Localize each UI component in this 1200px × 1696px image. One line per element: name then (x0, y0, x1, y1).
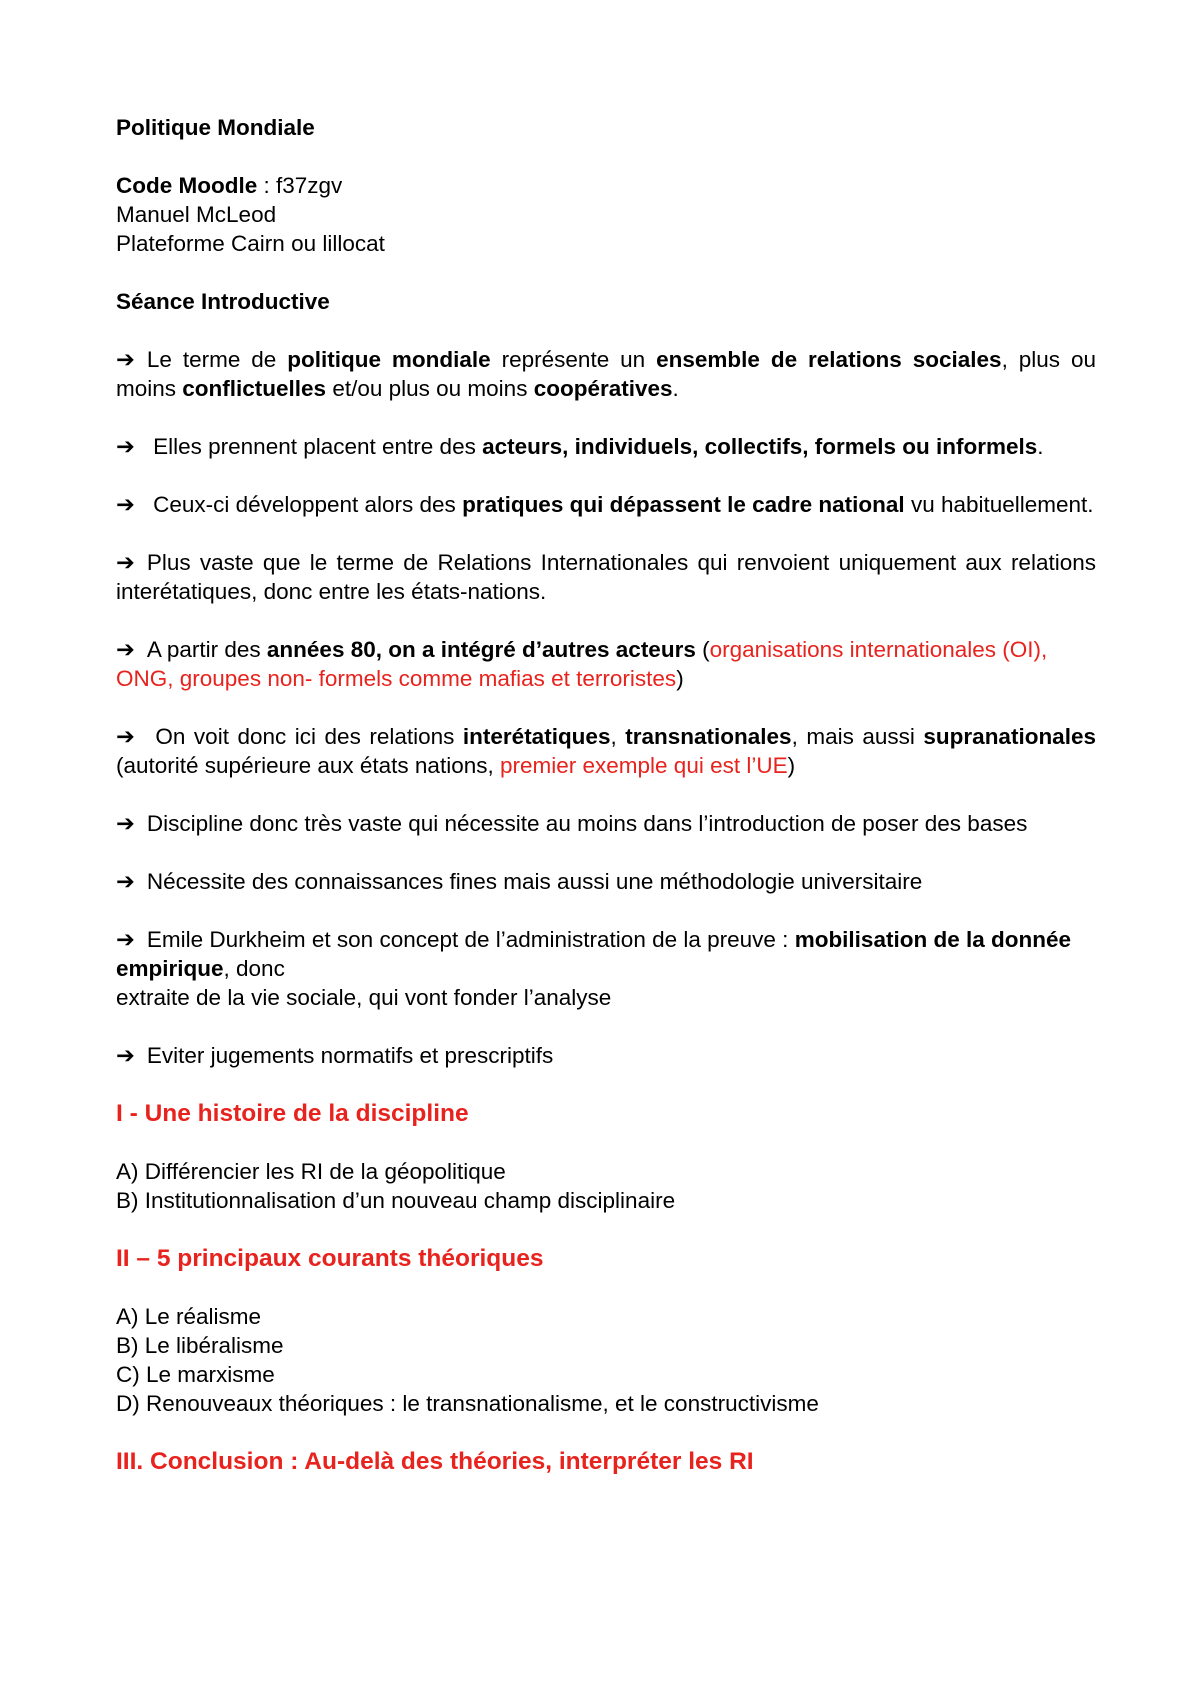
teacher-name: Manuel McLeod (116, 202, 277, 227)
text-run: A partir des (146, 637, 267, 662)
arrow-icon: ➔ (116, 637, 135, 662)
text-run: , donc (223, 956, 285, 981)
text-run-bold: interétatiques (462, 724, 611, 749)
text-run-bold: supranationales (923, 724, 1096, 749)
list-item: A) Différencier les RI de la géopolitique (116, 1159, 506, 1184)
text-run: Emile Durkheim et son concept de l’administration de la preuve : (146, 927, 795, 952)
moodle-code: f37zgv (276, 173, 343, 198)
text-run-bold: transnationales (625, 724, 792, 749)
platform-line: Plateforme Cairn ou lillocat (116, 231, 385, 256)
arrow-icon: ➔ (116, 811, 135, 836)
bullet-7 (116, 809, 1096, 838)
text-run: . (672, 376, 679, 401)
section-3-heading: III. Conclusion : Au-delà des théories, interpréter les RI (116, 1448, 754, 1475)
list-item: B) Le libéralisme (116, 1333, 284, 1358)
arrow-icon: ➔ (116, 869, 135, 894)
arrow-icon: ➔ (116, 1043, 135, 1068)
session-title: Séance Introductive (116, 289, 330, 314)
text-run: ) (787, 753, 796, 778)
text-run: , mais aussi (791, 724, 924, 749)
text-run: ) (676, 666, 684, 691)
text-run: Le terme de (146, 347, 288, 372)
text-run: Nécessite des connaissances fines mais aussi une méthodologie universitaire (146, 869, 923, 894)
arrow-icon: ➔ (116, 550, 135, 575)
text-run: Elles prennent placent entre des (153, 434, 483, 459)
text-run: , plus ou moins (116, 347, 1097, 401)
bullet-5 (116, 635, 1096, 693)
text-run-bold: mobilisation de la donnée empirique (116, 927, 1071, 981)
moodle-code-line (116, 171, 1096, 200)
arrow-icon: ➔ (116, 492, 135, 517)
text-run: Eviter jugements normatifs et prescriptifs (146, 1043, 554, 1068)
text-run: extraite de la vie sociale, qui vont fonder l’analyse (116, 985, 612, 1010)
arrow-icon: ➔ (116, 724, 135, 749)
section-2-heading: II – 5 principaux courants théoriques (116, 1245, 544, 1272)
text-run-bold: acteurs, individuels, collectifs, formels ou informels (482, 434, 1038, 459)
section-1-heading: I - Une histoire de la discipline (116, 1100, 469, 1127)
bullet-1 (116, 345, 1096, 403)
moodle-label: Code Moodle (116, 173, 258, 198)
list-item: C) Le marxisme (116, 1362, 275, 1387)
moodle-separator: : (257, 173, 277, 198)
list-item: A) Le réalisme (116, 1304, 262, 1329)
bullet-8 (116, 867, 1096, 896)
text-run: et/ou plus ou moins (326, 376, 534, 401)
arrow-icon: ➔ (116, 434, 135, 459)
text-run: vu habituellement. (904, 492, 1094, 517)
arrow-icon: ➔ (116, 347, 135, 372)
text-run-red: organisations internationales (OI), ONG, groupes non- formels comme mafias et terroristes (116, 637, 1048, 691)
text-run: ( (695, 637, 710, 662)
bullet-3 (116, 490, 1096, 519)
text-run-bold: années 80, on a intégré d’autres acteurs (266, 637, 696, 662)
section-1-list (116, 1157, 1096, 1215)
text-run: Plus vaste que le terme de Relations Internationales qui renvoient uniquement aux relations interétatiques, donc entre les états-nations. (116, 550, 1096, 604)
text-run-bold: coopératives (533, 376, 673, 401)
bullet-4 (116, 548, 1096, 606)
text-run-bold: conflictuelles (182, 376, 327, 401)
text-run: On voit donc ici des relations (155, 724, 463, 749)
arrow-icon: ➔ (116, 927, 135, 952)
text-run: , (610, 724, 626, 749)
text-run: . (1037, 434, 1044, 459)
bullet-9 (116, 925, 1096, 1012)
text-run-red: premier exemple qui est l’UE (499, 753, 788, 778)
text-run-bold: politique mondiale (287, 347, 491, 372)
bullet-2 (116, 432, 1096, 461)
text-run: Ceux-ci développent alors des (153, 492, 463, 517)
course-title: Politique Mondiale (116, 115, 315, 140)
text-run-bold: pratiques qui dépassent le cadre national (462, 492, 905, 517)
list-item: B) Institutionnalisation d’un nouveau champ disciplinaire (116, 1188, 676, 1213)
text-run: (autorité supérieure aux états nations, (116, 753, 500, 778)
text-run-bold: ensemble de relations sociales (656, 347, 1002, 372)
section-2-list (116, 1302, 1096, 1418)
list-item: D) Renouveaux théoriques : le transnationalisme, et le constructivisme (116, 1391, 819, 1416)
bullet-6 (116, 722, 1096, 780)
bullet-10 (116, 1041, 1096, 1070)
text-run: représente un (490, 347, 657, 372)
text-run: Discipline donc très vaste qui nécessite au moins dans l’introduction de poser des bases (146, 811, 1028, 836)
